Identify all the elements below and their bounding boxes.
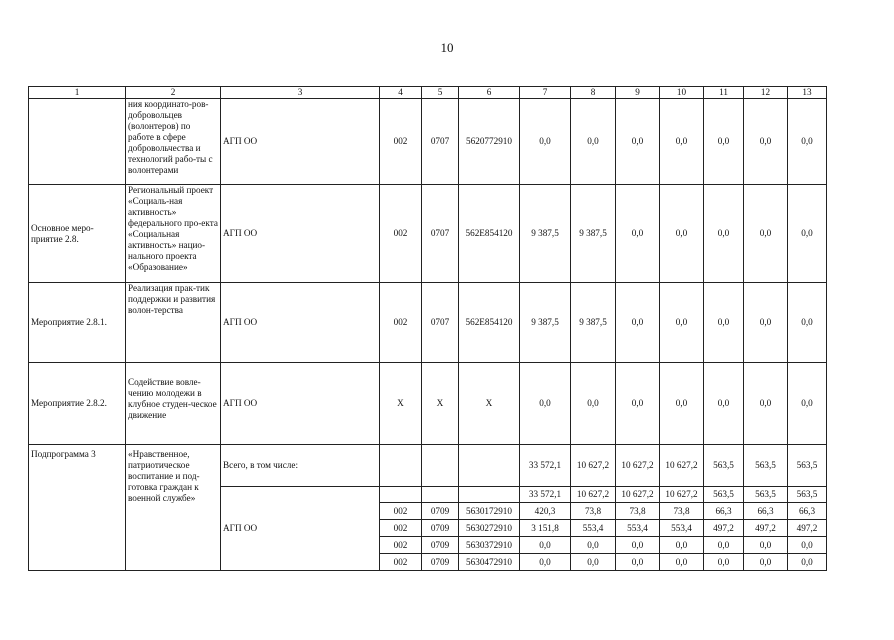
empty-cell [422, 445, 459, 487]
value-cell: 0,0 [616, 363, 660, 445]
value-cell: 553,4 [616, 520, 660, 537]
value-cell: 0,0 [520, 363, 571, 445]
header-cell: 13 [788, 87, 827, 99]
value-cell: 0,0 [704, 185, 744, 283]
empty-cell [422, 487, 459, 503]
value-cell: 002 [380, 99, 422, 185]
row-agency: АГП ОО [221, 363, 380, 445]
table-row [29, 363, 827, 445]
value-cell: 0,0 [660, 554, 704, 571]
value-cell: 563,5 [704, 445, 744, 487]
value-cell: 002 [380, 283, 422, 363]
row-label [29, 99, 126, 185]
header-cell: 3 [221, 87, 380, 99]
value-cell: 497,2 [704, 520, 744, 537]
value-cell: 9 387,5 [571, 185, 616, 283]
row-label: Основное меро-приятие 2.8. [29, 185, 126, 283]
subprogram-label: Подпрограмма 3 [29, 445, 126, 571]
value-cell: 33 572,1 [520, 487, 571, 503]
value-cell: 0,0 [744, 283, 788, 363]
value-cell: 0,0 [571, 99, 616, 185]
value-cell: 0,0 [704, 554, 744, 571]
value-cell: 66,3 [744, 503, 788, 520]
value-cell: 10 627,2 [660, 445, 704, 487]
value-cell: 0,0 [788, 363, 827, 445]
header-row [29, 87, 827, 99]
value-cell: 0,0 [660, 363, 704, 445]
value-cell: 497,2 [744, 520, 788, 537]
value-cell: 563,5 [788, 487, 827, 503]
value-cell: 5630172910 [459, 503, 520, 520]
value-cell: 9 387,5 [520, 185, 571, 283]
value-cell: 420,3 [520, 503, 571, 520]
value-cell: 0709 [422, 520, 459, 537]
value-cell: Х [459, 363, 520, 445]
value-cell: 562E854120 [459, 283, 520, 363]
row-label: Мероприятие 2.8.2. [29, 363, 126, 445]
value-cell: 553,4 [660, 520, 704, 537]
value-cell: 0,0 [788, 283, 827, 363]
row-agency: АГП ОО [221, 283, 380, 363]
value-cell: 10 627,2 [571, 487, 616, 503]
value-cell: 73,8 [571, 503, 616, 520]
value-cell: 0,0 [704, 283, 744, 363]
value-cell: 0,0 [788, 185, 827, 283]
value-cell: 3 151,8 [520, 520, 571, 537]
empty-cell [380, 445, 422, 487]
header-cell: 9 [616, 87, 660, 99]
table-row [29, 185, 827, 283]
value-cell: 0,0 [788, 99, 827, 185]
header-cell: 5 [422, 87, 459, 99]
value-cell: 0,0 [660, 537, 704, 554]
value-cell: 563,5 [788, 445, 827, 487]
value-cell: 0709 [422, 537, 459, 554]
header-cell: 8 [571, 87, 616, 99]
value-cell: 5630372910 [459, 537, 520, 554]
page-number: 10 [440, 40, 454, 55]
value-cell: 10 627,2 [616, 487, 660, 503]
value-cell: 0707 [422, 283, 459, 363]
value-cell: 002 [380, 185, 422, 283]
value-cell: 002 [380, 537, 422, 554]
value-cell: 002 [380, 503, 422, 520]
value-cell: 0,0 [520, 554, 571, 571]
value-cell: 0,0 [788, 537, 827, 554]
value-cell: 0,0 [704, 363, 744, 445]
row-description: Реализация прак-тик поддержки и развития волон-терства [126, 283, 221, 363]
value-cell: 562E854120 [459, 185, 520, 283]
empty-cell [459, 487, 520, 503]
value-cell: 5630472910 [459, 554, 520, 571]
value-cell: 563,5 [744, 487, 788, 503]
header-cell: 4 [380, 87, 422, 99]
value-cell: 0709 [422, 503, 459, 520]
value-cell: 0,0 [704, 99, 744, 185]
value-cell: 10 627,2 [571, 445, 616, 487]
value-cell: 73,8 [616, 503, 660, 520]
value-cell: 0,0 [571, 537, 616, 554]
header-cell: 6 [459, 87, 520, 99]
value-cell: 0,0 [660, 283, 704, 363]
value-cell: 002 [380, 554, 422, 571]
subprogram-description: «Нравственное, патриотическое воспитание и под-готовка граждан к военной службе» [126, 445, 221, 571]
value-cell: 0,0 [660, 185, 704, 283]
value-cell: 5630272910 [459, 520, 520, 537]
value-cell: 0,0 [788, 554, 827, 571]
value-cell: 0707 [422, 99, 459, 185]
total-label: Всего, в том числе: [221, 445, 380, 487]
header-cell: 7 [520, 87, 571, 99]
value-cell: 0707 [422, 185, 459, 283]
header-cell: 10 [660, 87, 704, 99]
row-agency: АГП ОО [221, 99, 380, 185]
value-cell: 10 627,2 [660, 487, 704, 503]
value-cell: 497,2 [788, 520, 827, 537]
value-cell: 0,0 [744, 537, 788, 554]
value-cell: 0,0 [744, 363, 788, 445]
value-cell: 10 627,2 [616, 445, 660, 487]
value-cell: 563,5 [704, 487, 744, 503]
budget-table [28, 86, 827, 571]
value-cell: 0,0 [520, 99, 571, 185]
header-cell: 12 [744, 87, 788, 99]
value-cell: 66,3 [704, 503, 744, 520]
empty-cell [380, 487, 422, 503]
value-cell: 553,4 [571, 520, 616, 537]
row-description: Региональный проект «Социаль-ная активность» федерального про-екта «Социальная активность» нацио-нального проекта «Образование» [126, 185, 221, 283]
value-cell: 002 [380, 520, 422, 537]
value-cell: Х [380, 363, 422, 445]
value-cell: 0,0 [571, 554, 616, 571]
value-cell: 0,0 [616, 537, 660, 554]
value-cell: 0,0 [616, 185, 660, 283]
value-cell: 0,0 [660, 99, 704, 185]
row-description: Содействие вовле-чению молодежи в клубное студен-ческое движение [126, 363, 221, 445]
value-cell: 0,0 [616, 283, 660, 363]
empty-cell [459, 445, 520, 487]
value-cell: 9 387,5 [520, 283, 571, 363]
value-cell: 0,0 [520, 537, 571, 554]
row-label: Мероприятие 2.8.1. [29, 283, 126, 363]
value-cell: Х [422, 363, 459, 445]
value-cell: 0,0 [744, 554, 788, 571]
value-cell: 66,3 [788, 503, 827, 520]
value-cell: 0,0 [744, 185, 788, 283]
row-description: ния координато-ров-добровольцев (волонтеров) по работе в сфере добровольчества и технологий рабо-ты с волонтерами [126, 99, 221, 185]
value-cell: 0,0 [704, 537, 744, 554]
value-cell: 0709 [422, 554, 459, 571]
value-cell: 563,5 [744, 445, 788, 487]
value-cell: 5620772910 [459, 99, 520, 185]
row-agency: АГП ОО [221, 185, 380, 283]
subprogram-total-row [29, 445, 827, 487]
table-row [29, 99, 827, 185]
table-row [29, 283, 827, 363]
value-cell: 0,0 [616, 554, 660, 571]
value-cell: 33 572,1 [520, 445, 571, 487]
subprogram-agency: АГП ОО [221, 487, 380, 571]
value-cell: 0,0 [616, 99, 660, 185]
value-cell: 9 387,5 [571, 283, 616, 363]
value-cell: 0,0 [744, 99, 788, 185]
value-cell: 0,0 [571, 363, 616, 445]
header-cell: 2 [126, 87, 221, 99]
header-cell: 1 [29, 87, 126, 99]
header-cell: 11 [704, 87, 744, 99]
value-cell: 73,8 [660, 503, 704, 520]
